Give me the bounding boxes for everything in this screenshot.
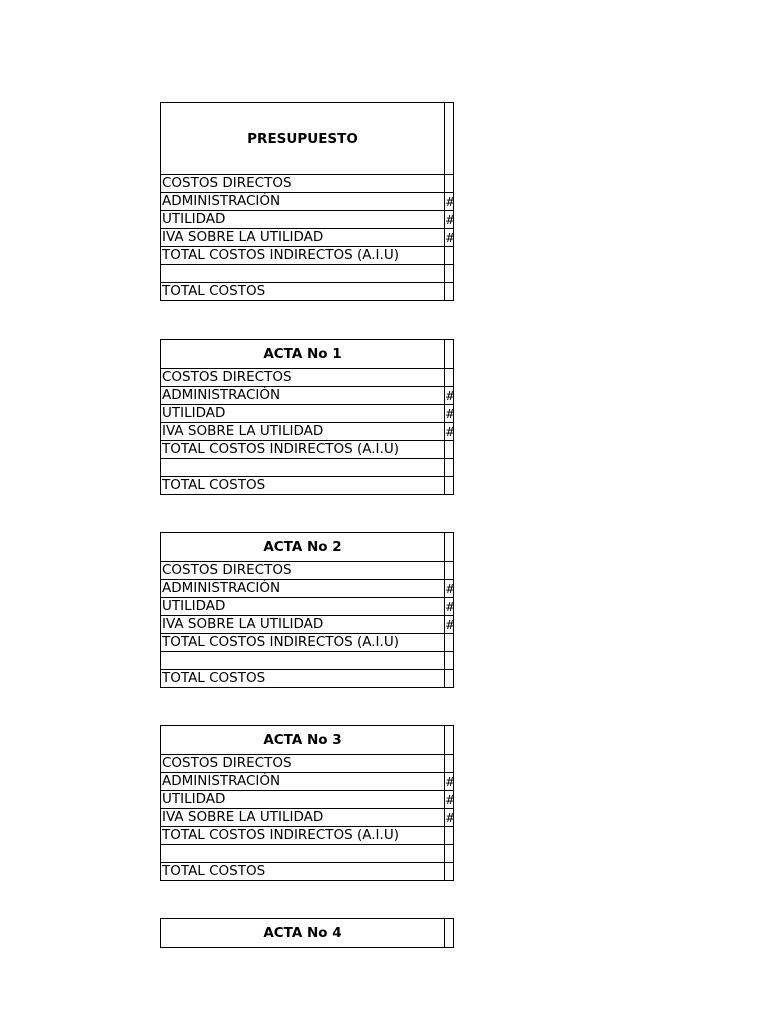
row-mark: #	[445, 774, 456, 789]
acta-1-table	[160, 339, 454, 495]
row-label	[161, 459, 445, 477]
row-mark	[445, 755, 454, 773]
row-label: ADMINISTRACIÓN	[161, 387, 445, 405]
acta-2-table	[160, 532, 454, 688]
header-mark-cell	[445, 533, 454, 562]
row-label	[161, 652, 445, 670]
header-mark-cell	[445, 919, 454, 948]
row-label: UTILIDAD	[161, 405, 445, 423]
row-mark	[445, 634, 454, 652]
row-mark: #	[445, 424, 456, 439]
table-title: ACTA No 2	[161, 533, 445, 562]
row-mark: #	[445, 212, 456, 227]
header-mark-cell	[445, 726, 454, 755]
table-title: ACTA No 4	[161, 919, 445, 948]
row-label: IVA SOBRE LA UTILIDAD	[161, 809, 445, 827]
row-mark: #	[445, 599, 456, 614]
row-mark	[445, 265, 454, 283]
row-mark: #	[445, 194, 456, 209]
row-mark	[445, 175, 454, 193]
row-label: TOTAL COSTOS	[161, 670, 445, 688]
row-mark	[445, 369, 454, 387]
row-mark: #	[445, 617, 456, 632]
row-label: COSTOS DIRECTOS	[161, 755, 445, 773]
table-title: ACTA No 1	[161, 340, 445, 369]
row-mark	[445, 845, 454, 863]
table-title: PRESUPUESTO	[161, 103, 445, 175]
row-label: TOTAL COSTOS	[161, 863, 445, 881]
row-mark	[445, 459, 454, 477]
row-mark	[445, 863, 454, 881]
row-label: ADMINISTRACIÓN	[161, 773, 445, 791]
row-label: UTILIDAD	[161, 598, 445, 616]
row-label: TOTAL COSTOS INDIRECTOS (A.I.U)	[161, 827, 445, 845]
row-label: ADMINISTRACIÓN	[161, 193, 445, 211]
table-title: ACTA No 3	[161, 726, 445, 755]
row-mark: #	[445, 406, 456, 421]
row-label: COSTOS DIRECTOS	[161, 369, 445, 387]
row-mark	[445, 477, 454, 495]
header-mark-cell	[445, 103, 454, 175]
row-mark: #	[445, 792, 456, 807]
row-label: TOTAL COSTOS	[161, 283, 445, 301]
row-label: UTILIDAD	[161, 211, 445, 229]
acta-4-table	[160, 918, 454, 948]
row-label: TOTAL COSTOS INDIRECTOS (A.I.U)	[161, 634, 445, 652]
row-label: COSTOS DIRECTOS	[161, 562, 445, 580]
row-mark	[445, 670, 454, 688]
row-mark	[445, 247, 454, 265]
row-mark	[445, 283, 454, 301]
row-mark	[445, 652, 454, 670]
row-label: IVA SOBRE LA UTILIDAD	[161, 423, 445, 441]
row-label: ADMINISTRACIÓN	[161, 580, 445, 598]
row-label: IVA SOBRE LA UTILIDAD	[161, 229, 445, 247]
row-mark	[445, 827, 454, 845]
row-label: TOTAL COSTOS	[161, 477, 445, 495]
row-label	[161, 265, 445, 283]
acta-3-table	[160, 725, 454, 881]
header-mark-cell	[445, 340, 454, 369]
row-mark: #	[445, 810, 456, 825]
row-mark	[445, 441, 454, 459]
row-mark	[445, 562, 454, 580]
row-label: TOTAL COSTOS INDIRECTOS (A.I.U)	[161, 247, 445, 265]
row-label	[161, 845, 445, 863]
row-mark: #	[445, 230, 456, 245]
row-mark: #	[445, 388, 456, 403]
row-label: IVA SOBRE LA UTILIDAD	[161, 616, 445, 634]
row-mark: #	[445, 581, 456, 596]
row-label: COSTOS DIRECTOS	[161, 175, 445, 193]
row-label: TOTAL COSTOS INDIRECTOS (A.I.U)	[161, 441, 445, 459]
row-label: UTILIDAD	[161, 791, 445, 809]
presupuesto-table	[160, 102, 454, 301]
